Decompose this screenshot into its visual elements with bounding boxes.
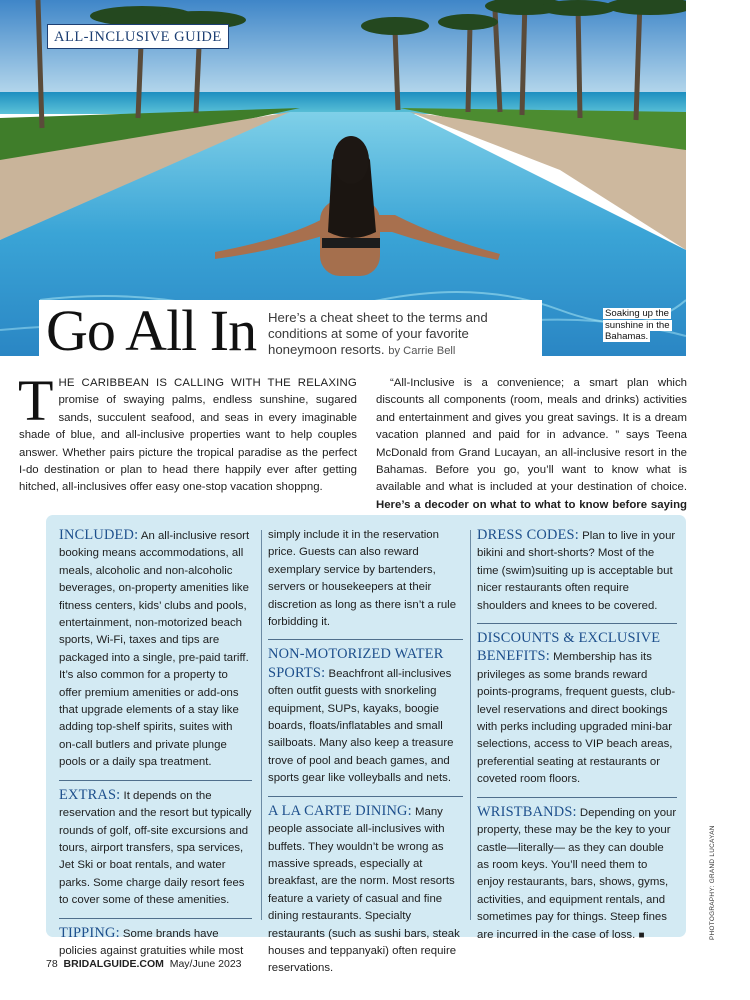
end-mark-icon: ■ bbox=[638, 929, 645, 941]
dek bbox=[268, 310, 540, 359]
section-heading: TIPPING: bbox=[59, 924, 120, 941]
intro-left-text: promise of swaying palms, endless sunshine, sugared sands, succulent seafood, and seas in every imaginable shade of blue, and all-inclusive properties want to help couples answer. Whether pairs picture the tropical paradise as the perfect I-do destination or plan to head there happily ever after getting hitched, all-inclusives offer easy one-stop vacation shoppng. bbox=[19, 394, 357, 494]
photo-credit: PHOTOGRAPHY: GRAND LUCAYAN bbox=[709, 825, 716, 940]
section-heading: WRISTBANDS: bbox=[477, 803, 577, 820]
section-discounts bbox=[477, 623, 677, 789]
section-wristbands bbox=[477, 797, 677, 944]
section-heading: DISCOUNTS & EXCLUSIVE BENEFITS: bbox=[477, 630, 661, 665]
sidebar-column-1 bbox=[59, 527, 252, 960]
page-footer bbox=[46, 958, 242, 970]
photo-caption bbox=[603, 308, 676, 343]
section-body: Depending on your property, these may be the key to your castle—literally— as they can double as room keys. You’ll need them to enjoy restaurants, bars, shows, gyms, activities, and equipment rentals, and sometimes pay for things. Steep fines are incurred in the case of loss. bbox=[477, 806, 677, 941]
site-name: BRIDALGUIDE.COM bbox=[63, 958, 164, 970]
sidebar-column-2 bbox=[268, 527, 463, 978]
dek-text: Here’s a cheat sheet to the terms and conditions at some of your favorite honeymoon resorts. bbox=[268, 310, 488, 357]
intro-right-bold: Here’s a decoder on what to what to know before saying bbox=[376, 498, 687, 511]
section-tag: ALL-INCLUSIVE GUIDE bbox=[47, 24, 229, 49]
sidebar-column-3 bbox=[477, 527, 677, 944]
section-heading: A LA CARTE DINING: bbox=[268, 802, 412, 819]
section-body: Membership has its privileges as some brands reward points-programs, frequent guests, club-level reservations and direct bookings with perks including upgraded mini-bar selections, access to VIP beach areas, preferential seating at restaurants or coveted room floors. bbox=[477, 651, 676, 786]
intro-lead-caps: HE CARIBBEAN IS CALLING WITH THE RELAXING bbox=[58, 377, 357, 389]
photo-caption-text: Soaking up the sunshine in the Bahamas. bbox=[605, 308, 670, 342]
byline: by Carrie Bell bbox=[388, 345, 456, 357]
section-extras bbox=[59, 780, 252, 910]
page-number: 78 bbox=[46, 958, 58, 970]
column-divider bbox=[470, 530, 471, 920]
section-heading: INCLUDED: bbox=[59, 527, 139, 543]
drop-cap: T bbox=[18, 368, 54, 433]
section-tipping bbox=[59, 918, 252, 961]
section-body: An all-inclusive resort booking means accommodations, all meals, alcoholic and non-alcoholic beverages, on-property amenities like fitness centers, kids’ clubs and pools, entertainment, non-motorized beach sports, Wi-Fi, taxes and tips are packaged into a single, pre-paid tariff. It’s also common for a property to offer premium amenities or add-ons that upgrade elements of a stay like adding top-shelf spirits, suites with on-call butlers and private plunge pools or a daily spa treatment. bbox=[59, 530, 250, 769]
section-dress-codes bbox=[477, 527, 677, 615]
section-water-sports bbox=[268, 639, 463, 787]
intro-left-column bbox=[18, 368, 357, 497]
section-body: Beachfront all-inclusives often outfit guests with snorkeling equipment, SUPs, kayaks, boogie boards, floats/inflatables and small sailboats. Many also keep a treasure trove of pool and beach games, and sports gear like volleyballs and nets. bbox=[268, 667, 454, 785]
section-a-la-carte bbox=[268, 796, 463, 978]
section-body: Plan to live in your bikini and short-shorts? Most of the time (swim)suiting up is acceptable but nicer restaurants often require shoulders and knees to be covered. bbox=[477, 530, 676, 612]
section-body: Some brands have policies against gratuities while most bbox=[59, 927, 244, 957]
section-tipping-continued bbox=[268, 527, 463, 631]
issue-date: May/June 2023 bbox=[169, 958, 242, 970]
section-heading: NON-MOTORIZED WATER SPORTS: bbox=[268, 646, 444, 681]
column-divider bbox=[261, 530, 262, 920]
intro-right-column bbox=[376, 375, 687, 532]
section-body: It depends on the reservation and the resort but typically rounds of golf, off-site excursions and tours, airport transfers, spa services, Jet Ski or boat rentals, and water parks. Some charge daily resort fees to cover some of these amenities. bbox=[59, 789, 252, 907]
section-body: simply include it in the reservation price. Guests can also reward exemplary service by bartenders, servers or housekeepers at their discretion as long as there isn’t a rule forbidding it. bbox=[268, 529, 457, 629]
section-included bbox=[59, 527, 252, 772]
intro-right-text: “All-Inclusive is a convenience; a smart plan which discounts all components (room, meals and drinks) activities and entertainment and gives you great savings. It is a dream vacation planned and paid for in advance. ” says Teena McDonald from Grand Lucayan, an all-inclusive resort in the Bahamas. Before you go, you’ll want to know what is available and what is included at your destination of choice. bbox=[376, 377, 687, 494]
section-heading: DRESS CODES: bbox=[477, 527, 579, 543]
section-body: Many people associate all-inclusives with buffets. They wouldn’t be wrong as massive spreads, especially at breakfast, are the norm. Most resorts feature a variety of casual and fine dining restaurants. Specialty restaurants (such as sushi bars, steak houses and teppanyaki) often require reservations. bbox=[268, 805, 460, 975]
page-title: Go All In bbox=[46, 298, 257, 363]
section-heading: EXTRAS: bbox=[59, 786, 121, 803]
